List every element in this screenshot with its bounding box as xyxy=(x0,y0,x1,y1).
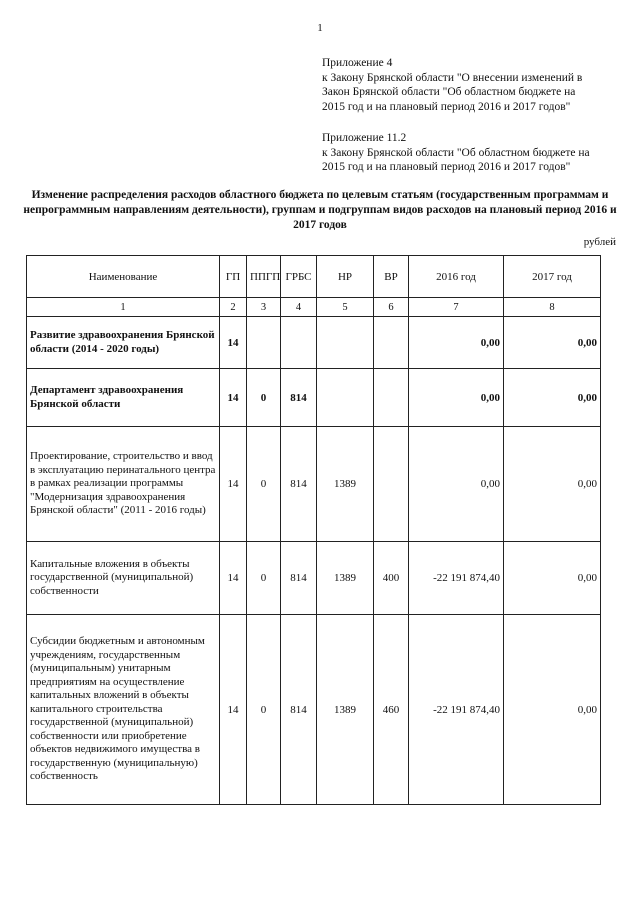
header-2017: 2017 год xyxy=(504,256,601,298)
cell-ppgp: 0 xyxy=(247,427,281,542)
document-title: Изменение распределения расходов областного бюджета по целевым статьям (государственным программам и непрограммным направлениям деятельности), группам и подгруппам видов расходов на плановый период 2016 и 2017 годов xyxy=(23,189,617,231)
cell-vr xyxy=(374,317,409,369)
page-number: 1 xyxy=(317,22,323,34)
appendix-line: Приложение 11.2 xyxy=(322,132,407,144)
row-name: Департамент здравоохранения Брянской области xyxy=(27,369,220,427)
column-number: 6 xyxy=(374,298,409,317)
cell-2017: 0,00 xyxy=(504,317,601,369)
cell-grbs: 814 xyxy=(281,427,317,542)
table-row xyxy=(27,427,601,542)
cell-nr xyxy=(317,317,374,369)
cell-grbs xyxy=(281,317,317,369)
cell-vr: 460 xyxy=(374,615,409,805)
appendix-line: Приложение 4 xyxy=(322,57,393,69)
row-name: Капитальные вложения в объекты государственной (муниципальной) собственности xyxy=(27,542,220,615)
cell-grbs: 814 xyxy=(281,615,317,805)
cell-vr xyxy=(374,369,409,427)
currency-units: рублей xyxy=(583,236,616,248)
appendix-line: к Закону Брянской области "О внесении изменений в xyxy=(322,71,583,84)
budget-table xyxy=(26,255,601,805)
cell-nr: 1389 xyxy=(317,542,374,615)
cell-2017: 0,00 xyxy=(504,615,601,805)
cell-grbs: 814 xyxy=(281,542,317,615)
column-number-row xyxy=(27,298,601,317)
cell-nr: 1389 xyxy=(317,615,374,805)
appendix-line: Закон Брянской области "Об областном бюджете на xyxy=(322,86,576,98)
appendix-line: 2015 год и на плановый период 2016 и 2017 годов" xyxy=(322,161,571,173)
cell-2016: 0,00 xyxy=(409,427,504,542)
table-row xyxy=(27,615,601,805)
column-number: 1 xyxy=(27,298,220,317)
cell-nr: 1389 xyxy=(317,427,374,542)
cell-2017: 0,00 xyxy=(504,542,601,615)
cell-nr xyxy=(317,369,374,427)
table-header-row xyxy=(27,256,601,298)
cell-ppgp xyxy=(247,317,281,369)
cell-vr: 400 xyxy=(374,542,409,615)
header-2016: 2016 год xyxy=(409,256,504,298)
cell-gp: 14 xyxy=(220,317,247,369)
column-number: 2 xyxy=(220,298,247,317)
cell-gp: 14 xyxy=(220,542,247,615)
cell-vr xyxy=(374,427,409,542)
header-ppgp: ППГП xyxy=(247,256,281,298)
cell-2016: -22 191 874,40 xyxy=(409,542,504,615)
appendix-4-reference xyxy=(322,56,612,114)
cell-2016: 0,00 xyxy=(409,317,504,369)
row-name: Проектирование, строительство и ввод в эксплуатацию перинатального центра в рамках реализации программы "Модернизация здравоохранения Брянской области" (2011 - 2016 годы) xyxy=(27,427,220,542)
header-grbs: ГРБС xyxy=(281,256,317,298)
column-number: 3 xyxy=(247,298,281,317)
table-row xyxy=(27,542,601,615)
cell-gp: 14 xyxy=(220,427,247,542)
header-nr: НР xyxy=(317,256,374,298)
column-number: 7 xyxy=(409,298,504,317)
column-number: 5 xyxy=(317,298,374,317)
appendix-line: к Закону Брянской области "Об областном бюджете на xyxy=(322,146,590,159)
cell-ppgp: 0 xyxy=(247,615,281,805)
cell-ppgp: 0 xyxy=(247,542,281,615)
row-name: Развитие здравоохранения Брянской области (2014 - 2020 годы) xyxy=(27,317,220,369)
cell-2016: 0,00 xyxy=(409,369,504,427)
column-number: 8 xyxy=(504,298,601,317)
cell-grbs: 814 xyxy=(281,369,317,427)
cell-gp: 14 xyxy=(220,369,247,427)
appendix-line: 2015 год и на плановый период 2016 и 2017 годов" xyxy=(322,100,571,113)
header-vr: ВР xyxy=(374,256,409,298)
column-number: 4 xyxy=(281,298,317,317)
header-name: Наименование xyxy=(27,256,220,298)
row-name: Субсидии бюджетным и автономным учреждениям, государственным (муниципальным) унитарным предприятиям на осуществление капитальных вложений в объекты капитального строительства государственной (муниципальной) собственности или приобретение объектов недвижимого имущества в государственную (муниципальную) собственность xyxy=(27,615,220,805)
cell-ppgp: 0 xyxy=(247,369,281,427)
table-row xyxy=(27,317,601,369)
table-row xyxy=(27,369,601,427)
cell-2017: 0,00 xyxy=(504,427,601,542)
cell-2016: -22 191 874,40 xyxy=(409,615,504,805)
cell-gp: 14 xyxy=(220,615,247,805)
cell-2017: 0,00 xyxy=(504,369,601,427)
header-gp: ГП xyxy=(220,256,247,298)
appendix-11-2-reference xyxy=(322,131,612,175)
